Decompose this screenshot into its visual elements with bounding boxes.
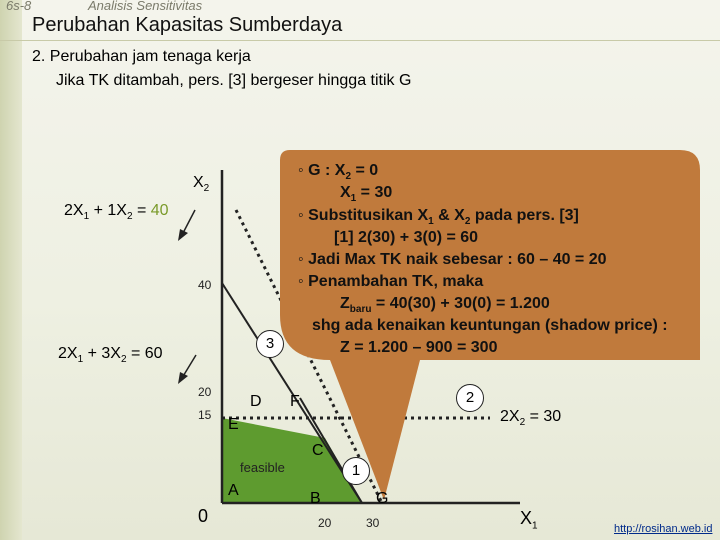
text: =	[132, 202, 151, 219]
pointer-eq-new-head	[178, 229, 188, 241]
sub: 1	[532, 520, 538, 532]
callout-line-7	[340, 295, 550, 315]
sub: 2	[519, 417, 526, 429]
tick-y-40: 40	[198, 278, 212, 292]
intro-line-1: 2. Perubahan jam tenaga kerja	[32, 48, 251, 65]
point-f: F	[290, 393, 300, 410]
text: Jadi Max TK naik sebesar : 60 – 40 = 20	[308, 251, 607, 268]
equation-2	[500, 408, 561, 428]
equation-new	[64, 202, 169, 222]
callout-line-2	[340, 184, 392, 204]
sub: 2	[464, 216, 471, 228]
callout-line-3	[298, 207, 579, 227]
text: + 1X	[89, 202, 127, 219]
footer-link[interactable]: http://rosihan.web.id	[614, 523, 713, 535]
constraint-1-marker: 1	[342, 457, 370, 485]
text: 2X	[58, 345, 78, 362]
equation-new-value: 40	[150, 202, 169, 219]
section-label: Analisis Sensitivitas	[88, 0, 203, 13]
text: X	[520, 508, 533, 528]
callout-g-label: G : X	[308, 162, 346, 179]
bullet-4: ◦	[298, 273, 304, 290]
x-axis-label	[520, 508, 538, 532]
bullet-1: ◦	[298, 162, 304, 179]
point-d: D	[250, 393, 262, 410]
origin-label: 0	[198, 506, 209, 526]
slide-number: 6s-8	[6, 0, 32, 13]
callout-line-6	[298, 273, 483, 291]
tick-x-30: 30	[366, 516, 380, 530]
text: X	[193, 174, 204, 191]
sub: baru	[349, 304, 372, 316]
callout-x1-label: X	[340, 184, 351, 201]
text: = 30	[525, 408, 562, 425]
text: 2X	[500, 408, 520, 425]
text: Z	[340, 295, 350, 312]
intro-line-2: Jika TK ditambah, pers. [3] bergeser hingga titik G	[56, 72, 412, 89]
point-g: G	[376, 490, 389, 507]
text: + 3X	[83, 345, 121, 362]
sub: 2	[126, 211, 133, 223]
text: Substitusikan X	[308, 207, 429, 224]
tick-x-20: 20	[318, 516, 332, 530]
callout-line-8: shg ada kenaikan keuntungan (shadow price) :	[312, 317, 668, 334]
sub: 2	[120, 354, 127, 366]
callout-line-5	[298, 251, 607, 269]
bullet-3: ◦	[298, 251, 304, 268]
bullet-2: ◦	[298, 207, 304, 224]
text: pada pers. [3]	[470, 207, 579, 224]
sub: 1	[77, 354, 84, 366]
callout-x1-value: = 30	[356, 184, 393, 201]
text: = 60	[126, 345, 163, 362]
constraint-3-marker: 3	[256, 330, 284, 358]
callout-line-4: [1] 2(30) + 3(0) = 60	[334, 229, 479, 246]
tick-y-15: 15	[198, 408, 212, 422]
y-axis-label	[193, 174, 209, 194]
point-a: A	[228, 482, 239, 499]
point-c: C	[312, 442, 324, 459]
tick-y-20: 20	[198, 385, 212, 399]
callout-line-1	[298, 162, 378, 182]
point-e: E	[228, 416, 239, 433]
page-title: Perubahan Kapasitas Sumberdaya	[32, 14, 343, 36]
sub: 1	[83, 211, 90, 223]
feasible-label: feasible	[240, 460, 285, 475]
callout-line-9: Z = 1.200 – 900 = 300	[340, 339, 498, 356]
sub: 2	[203, 183, 210, 195]
point-b: B	[310, 490, 321, 507]
text: 2X	[64, 202, 84, 219]
text: Penambahan TK, maka	[308, 273, 484, 290]
pointer-eq-old-head	[178, 372, 188, 384]
equation-old	[58, 345, 163, 365]
sub: 2	[345, 171, 352, 183]
constraint-2-marker: 2	[456, 384, 484, 412]
text: = 40(30) + 30(0) = 1.200	[371, 295, 550, 312]
sub: 1	[428, 216, 434, 228]
callout-g-value: = 0	[351, 162, 379, 179]
text: & X	[433, 207, 465, 224]
sub: 1	[350, 193, 357, 205]
